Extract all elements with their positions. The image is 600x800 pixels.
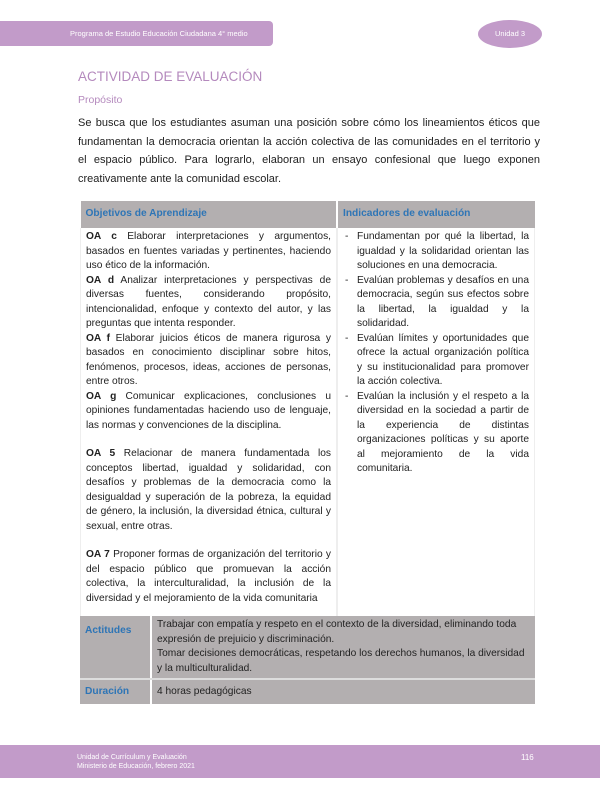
objective-item	[86, 447, 331, 534]
unit-badge: Unidad 3	[478, 20, 542, 48]
objective-text: Comunicar explicaciones, conclusiones u opiniones fundamentadas haciendo uso de lenguaje, las normas y convenciones de la disciplina.	[86, 390, 331, 431]
indicator-item: - Fundamentan por qué la libertad, la igualdad y la solidaridad orientan las soluciones en una democracia.	[343, 230, 529, 274]
page-number: 116	[521, 753, 534, 762]
objective-item	[86, 332, 331, 390]
objective-text: Relacionar de manera fundamentada los conceptos libertad, igualdad y solidaridad, con desafíos y problemas de la democracia como la desigualdad y superación de la pobreza, la equidad de género, la inclusión, la diversidad étnica, cultural y sexual, entre otras.	[86, 448, 331, 532]
objective-code: OA g	[86, 390, 117, 402]
page-title: ACTIVIDAD DE EVALUACIÓN	[78, 69, 263, 84]
objective-text: Proponer formas de organización del territorio y del espacio público que promuevan la acción colectiva, la interculturalidad, la inclusión de la diversidad y el mejoramiento de la vida comunitaria	[86, 549, 331, 604]
duration-label: Duración	[80, 679, 151, 704]
objective-item	[86, 274, 331, 332]
section-subtitle: Propósito	[78, 94, 123, 106]
attitudes-label: Actitudes	[80, 616, 151, 679]
duration-value: 4 horas pedagógicas	[151, 679, 535, 704]
attitude-item: Trabajar con empatía y respeto en el contexto de la diversidad, eliminando toda expresión de prejuicio y discriminación.	[157, 619, 517, 645]
indicator-item: - Evalúan problemas y desafíos en una democracia, según sus efectos sobre la libertad, la igualdad y la solidaridad.	[343, 274, 529, 332]
indicator-item: - Evalúan límites y oportunidades que ofrece la actual organización política y su institucionalidad para promover la acción colectiva.	[343, 332, 529, 390]
objective-text: Analizar interpretaciones y perspectivas de diversas fuentes, considerando propósito, intencionalidad, enfoque y contexto del autor, y las preguntas que intenta responder.	[86, 274, 331, 329]
attitudes-duration-table	[80, 616, 535, 704]
page-footer	[0, 745, 600, 778]
objective-code: OA d	[86, 274, 115, 286]
objective-code: OA f	[86, 332, 110, 344]
indicators-header: Indicadores de evaluación	[337, 201, 535, 228]
objective-text: Elaborar interpretaciones y argumentos, basados en fuentes variadas y pertinentes, haciendo uso ético de la información.	[86, 231, 331, 271]
attitude-item: Tomar decisiones democráticas, respetando los derechos humanos, la diversidad y la multiculturalidad.	[157, 648, 525, 674]
objective-item	[86, 230, 331, 274]
objective-code: OA 7	[86, 549, 110, 560]
objective-code: OA 5	[86, 448, 116, 459]
objective-text: Elaborar juicios éticos de manera rigurosa y basados en conocimiento disciplinar sobre hitos, fenómenos, procesos, ideas, acciones de personas, entre otros.	[86, 332, 331, 387]
purpose-paragraph: Se busca que los estudiantes asuman una posición sobre cómo los lineamientos éticos que fundamentan la democracia orientan la acción colectiva de las comunidades en el territorio y el espacio público. Para lograrlo, elaboran un ensayo confesional que luego exponen creativamente ante la comunidad escolar.	[78, 117, 540, 185]
footer-line: Unidad de Currículum y Evaluación	[77, 754, 187, 761]
objective-item	[86, 548, 331, 606]
attitudes-cell	[151, 616, 535, 679]
objective-code: OA c	[86, 231, 117, 242]
objectives-header: Objetivos de Aprendizaje	[81, 201, 338, 228]
footer-credits	[77, 753, 195, 771]
indicator-item: - Evalúan la inclusión y el respeto a la diversidad en la sociedad a partir de la experiencia de distintas organizaciones políticas y su aporte al mejoramiento de la vida comunitaria.	[343, 390, 529, 477]
program-title: Programa de Estudio Educación Ciudadana 4° medio	[70, 29, 248, 38]
tables-container	[80, 201, 535, 704]
header-program-bar	[0, 21, 273, 46]
footer-line: Ministerio de Educación, febrero 2021	[77, 763, 195, 770]
objectives-cell	[81, 228, 338, 616]
evaluation-table	[80, 201, 535, 616]
objective-item	[86, 390, 331, 434]
indicators-cell	[337, 228, 535, 616]
